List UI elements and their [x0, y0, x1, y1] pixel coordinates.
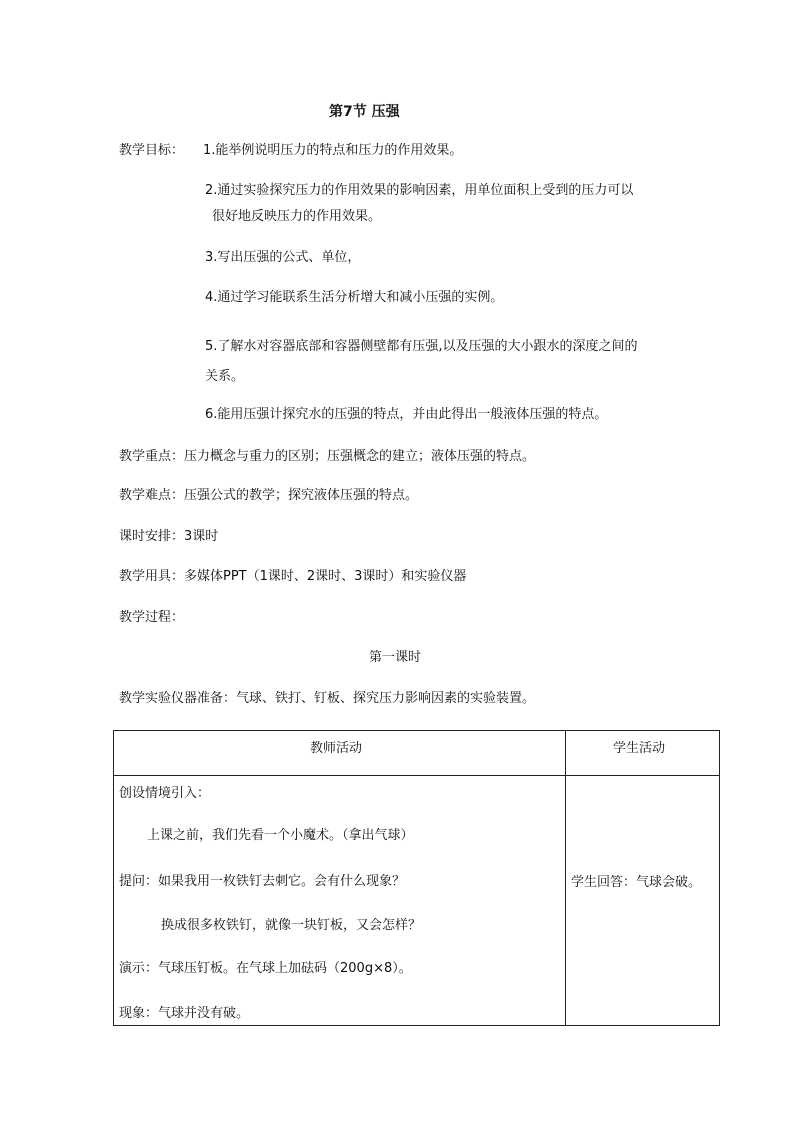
- objective-5: 5.了解水对容器底部和容器侧壁都有压强,以及压强的大小跟水的深度之间的: [205, 339, 638, 354]
- objective-5-cont: 关系。: [205, 369, 245, 384]
- objective-2: 2.通过实验探究压力的作用效果的影响因素，用单位面积上受到的压力可以: [205, 183, 634, 198]
- page-title: 第7节 压强: [329, 104, 400, 120]
- objective-1: 1.能举例说明压力的特点和压力的作用效果。: [203, 143, 463, 158]
- objectives-label: 教学目标：: [119, 143, 185, 158]
- teacher-line-4: 换成很多枚铁钉，就像一块钉板，又会怎样？: [161, 918, 422, 933]
- equipment: 教学实验仪器准备：气球、铁打、钉板、探究压力影响因素的实验装置。: [119, 691, 536, 706]
- teacher-line-5: 演示：气球压钉板。在气球上加砝码（200g×8）。: [119, 961, 412, 976]
- teacher-line-6: 现象：气球并没有破。: [119, 1006, 250, 1021]
- lesson-heading: 第一课时: [369, 650, 422, 665]
- student-answer: 学生回答：气球会破。: [571, 875, 702, 890]
- teacher-line-1: 创设情境引入：: [119, 786, 211, 801]
- objective-6: 6.能用压强计探究水的压强的特点，并由此得出一般液体压强的特点。: [205, 407, 608, 422]
- schedule: 课时安排：3课时: [119, 529, 219, 544]
- objective-3: 3.写出压强的公式、单位，: [205, 250, 361, 265]
- header-teacher-activity: 教师活动: [310, 741, 363, 756]
- objective-4: 4.通过学习能联系生活分析增大和减小压强的实例。: [205, 290, 504, 305]
- teaching-tools: 教学用具：多媒体PPT（1课时、2课时、3课时）和实验仪器: [119, 569, 467, 584]
- difficulties: 教学难点：压强公式的教学；探究液体压强的特点。: [119, 488, 419, 503]
- header-student-activity: 学生活动: [613, 741, 666, 756]
- objective-2-cont: 很好地反映压力的作用效果。: [212, 209, 382, 224]
- teacher-line-2: 上课之前，我们先看一个小魔术。（拿出气球）: [147, 828, 414, 843]
- key-points: 教学重点：压力概念与重力的区别；压强概念的建立；液体压强的特点。: [119, 449, 536, 464]
- teacher-line-3: 提问：如果我用一枚铁钉去刺它。会有什么现象？: [119, 874, 406, 889]
- table-header-divider: [114, 775, 719, 776]
- process-label: 教学过程：: [119, 610, 185, 625]
- activity-table: [113, 730, 720, 1026]
